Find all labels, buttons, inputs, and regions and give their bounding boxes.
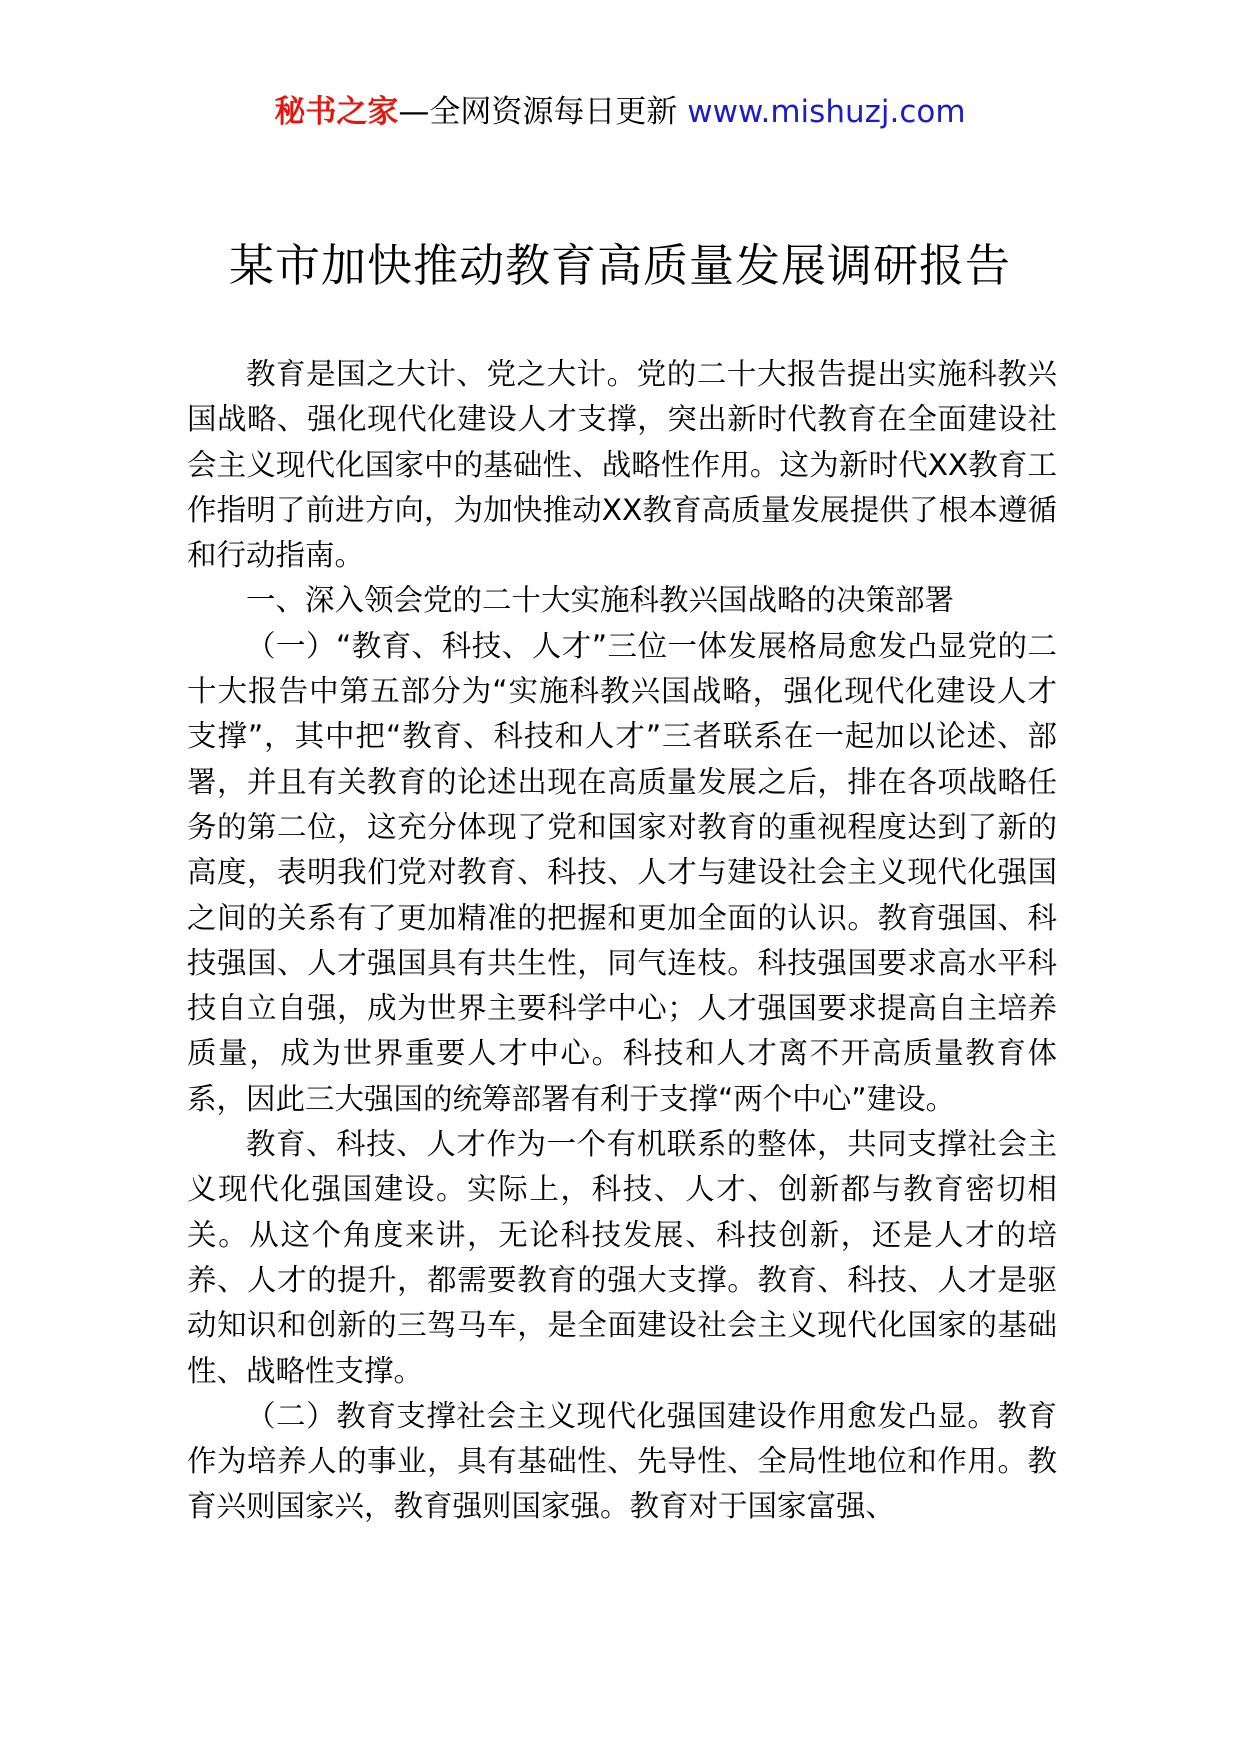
paragraph-subsection-1: （一）“教育、科技、人才”三位一体发展格局愈发凸显党的二十大报告中第五部分为“实施科教兴国战略，强化现代化建设人才支撑”，其中把“教育、科技和人才”三者联系在一起加以论述、部署，并且有关教育的论述出现在高质量发展之后，排在各项战略任务的第二位，这充分体现了党和国家对教育的重视程度达到了新的高度，表明我们党对教育、科技、人才与建设社会主义现代化强国之间的关系有了更加精准的把握和更加全面的认识。教育强国、科技强国、人才强国具有共生性，同气连枝。科技强国要求高水平科技自立自强，成为世界主要科学中心；人才强国要求提高自主培养质量，成为世界重要人才中心。科技和人才离不开高质量教育体系，因此三大强国的统筹部署有利于支撑“两个中心”建设。 — [187, 628, 1057, 1116]
site-header — [0, 92, 1240, 132]
paragraph-intro: 教育是国之大计、党之大计。党的二十大报告提出实施科教兴国战略、强化现代化建设人才支撑，突出新时代教育在全面建设社会主义现代化国家中的基础性、战略性作用。这为新时代XX教育工作指明了前进方向，为加快推动XX教育高质量发展提供了根本遵循和行动指南。 — [187, 357, 1057, 573]
site-url-link[interactable]: www.mishuzj.com — [687, 94, 966, 130]
document-body — [187, 352, 1057, 1530]
section-heading-1: 一、深入领会党的二十大实施科教兴国战略的决策部署 — [246, 583, 955, 618]
paragraph-subsection-2: （二）教育支撑社会主义现代化强国建设作用愈发凸显。教育作为培养人的事业，具有基础性、先导性、全局性地位和作用。教育兴则国家兴，教育强则国家强。教育对于国家富强、 — [187, 1398, 1057, 1524]
site-brand: 秘书之家 — [274, 94, 399, 130]
document-title: 某市加快推动教育高质量发展调研报告 — [228, 239, 1011, 292]
paragraph-body: 教育、科技、人才作为一个有机联系的整体，共同支撑社会主义现代化强国建设。实际上，科技、人才、创新都与教育密切相关。从这个角度来讲，无论科技发展、科技创新，还是人才的培养、人才的提升，都需要教育的强大支撑。教育、科技、人才是驱动知识和创新的三驾马车，是全面建设社会主义现代化国家的基础性、战略性支撑。 — [187, 1127, 1057, 1388]
site-tagline: —全网资源每日更新 — [398, 94, 678, 130]
